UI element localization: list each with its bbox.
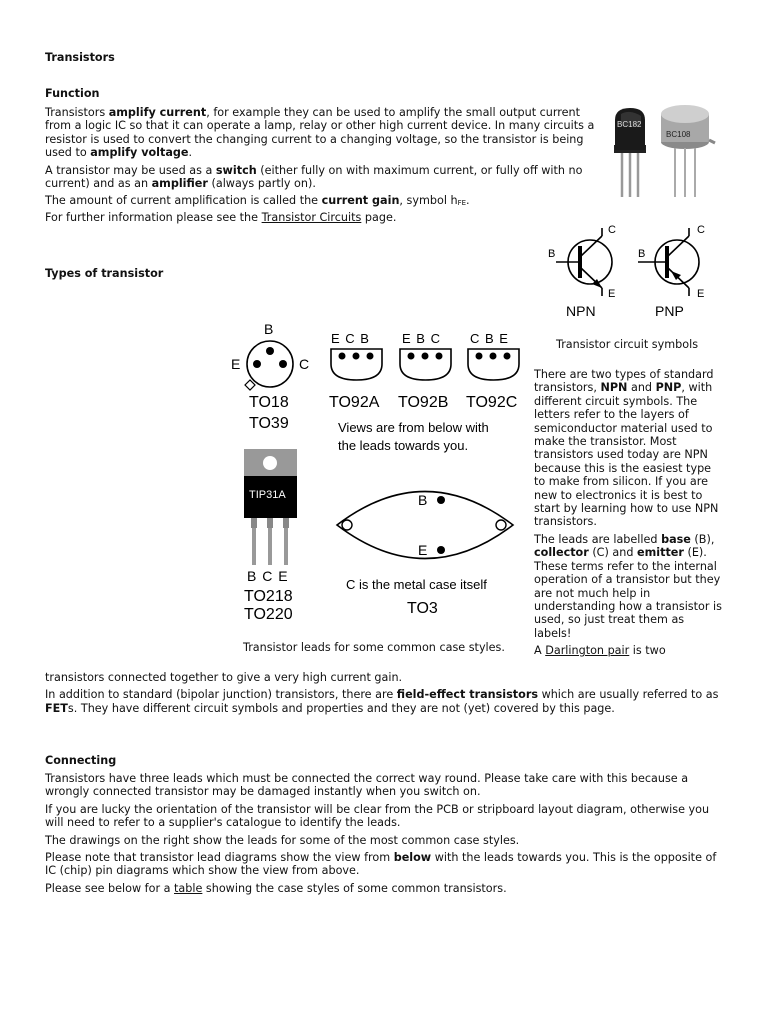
pnp-label: PNP (655, 303, 684, 319)
pnp-e-label: E (697, 288, 705, 300)
to220-label: TO220 (244, 606, 293, 623)
connecting-paragraph-5: Please see below for a table showing the case styles of some common transistors. (45, 881, 507, 895)
types-right-column (534, 368, 724, 658)
bc108-label: BC108 (666, 130, 691, 139)
symbols-caption: Transistor circuit symbols (556, 338, 699, 351)
to3-case (337, 492, 513, 618)
types-paragraph-1: There are two types of standard transistors, NPN and PNP, with different circuit symbols. The letters refer to the layers of semiconductor material used to make the transistor. Most transistors used today are NPN because this is the easiest type to make from silicon. If you are new to electronics it is best to start by learning how to use NPN transistors. (534, 368, 719, 529)
darlington-pair-link[interactable]: Darlington pair (545, 644, 630, 658)
npn-symbol (548, 224, 616, 319)
to3-note: C is the metal case itself (346, 577, 487, 592)
tip31a-label: TIP31A (249, 489, 286, 501)
pnp-b-label: B (638, 248, 646, 260)
function-paragraph-4: For further information please see the Transistor Circuits page. (45, 210, 397, 224)
npn-e-label: E (608, 288, 616, 300)
circuit-symbols (540, 220, 720, 325)
function-section (45, 106, 595, 224)
to92a-leads-label: E C B (331, 331, 370, 346)
darlington-continuation: transistors connected together to give a very high current gain. (45, 671, 403, 684)
table-link[interactable]: table (174, 881, 203, 895)
bc182-label: BC182 (617, 120, 642, 129)
connecting-paragraph-3: The drawings on the right show the leads for some of the most common case styles. (45, 833, 520, 847)
views-note-line2: the leads towards you. (338, 438, 469, 453)
pnp-symbol (638, 224, 705, 319)
types-paragraph-2: The leads are labelled base (B), collector (C) and emitter (E). These terms refer to the internal operation of a transistor but they are not much help in understanding how a transistor is used, so just treat them as labels! (534, 532, 722, 640)
function-paragraph-1: Transistors amplify current, for example they can be used to amplify the small output current from a logic IC so that it can operate a lamp, relay or other high current device. In many circuits a resistor is used to convert the changing current to a changing voltage, so the transistor is being used to amplify voltage. (45, 106, 595, 160)
types-heading: Types of transistor (45, 267, 164, 280)
types-continuation (45, 671, 725, 715)
to18-case (231, 321, 309, 432)
function-paragraph-3: The amount of current amplification is called the current gain, symbol hFE. (45, 194, 470, 208)
to92c-case (466, 331, 519, 411)
connecting-paragraph-4: Please note that transistor lead diagrams show the view from below with the leads towards you. This is the opposite of IC (chip) pin diagrams which show the view from above. (45, 851, 717, 878)
types-paragraph-3: A Darlington pair is two (534, 644, 666, 658)
function-heading: Function (45, 87, 100, 100)
to92b-label: TO92B (398, 394, 449, 411)
to18-e-label: E (231, 356, 241, 372)
connecting-paragraph-1: Transistors have three leads which must be connected the correct way round. Please take care with this because a wrongly connected transistor may be damaged instantly when you switch on. (45, 772, 689, 799)
connecting-paragraph-2: If you are lucky the orientation of the transistor will be clear from the PCB or stripboard layout diagram, otherwise you will need to refer to a supplier's catalogue to identify the leads. (45, 802, 710, 830)
to3-label: TO3 (407, 600, 438, 617)
function-paragraph-2: A transistor may be used as a switch (either fully on with maximum current, or fully off with no current) and as an amplifier (always partly on). (45, 163, 583, 191)
npn-label: NPN (566, 303, 596, 319)
to18-b-label: B (264, 321, 274, 337)
npn-c-label: C (608, 224, 616, 236)
page-title: Transistors (45, 51, 115, 64)
to39-label: TO39 (249, 415, 289, 432)
to218-label: TO218 (244, 588, 293, 605)
to220-case (244, 449, 297, 623)
types-paragraph-4: In addition to standard (bipolar junction) transistors, there are field-effect transistors which are usually referred to as FETs. They have different circuit symbols and properties and they are not (yet) covered by this page. (45, 688, 719, 715)
to92b-leads-label: E B C (402, 331, 441, 346)
to92c-leads-label: C B E (470, 331, 509, 346)
to3-e-label: E (418, 542, 428, 558)
npn-b-label: B (548, 248, 556, 260)
to92a-label: TO92A (329, 394, 380, 411)
to92c-label: TO92C (466, 394, 518, 411)
case-styles-caption: Transistor leads for some common case styles. (243, 641, 505, 654)
connecting-section (45, 772, 725, 895)
to92a-case (329, 331, 382, 411)
views-note-line1: Views are from below with (338, 420, 489, 435)
transistor-photo (605, 100, 720, 200)
transistor-circuits-link[interactable]: Transistor Circuits (261, 210, 362, 224)
to3-b-label: B (418, 492, 428, 508)
to18-c-label: C (299, 356, 310, 372)
pnp-c-label: C (697, 224, 705, 236)
case-styles-diagram (225, 318, 525, 628)
to92b-case (398, 331, 451, 411)
to220-leads-label: B C E (247, 568, 289, 584)
connecting-heading: Connecting (45, 754, 117, 767)
to18-label: TO18 (249, 394, 289, 411)
